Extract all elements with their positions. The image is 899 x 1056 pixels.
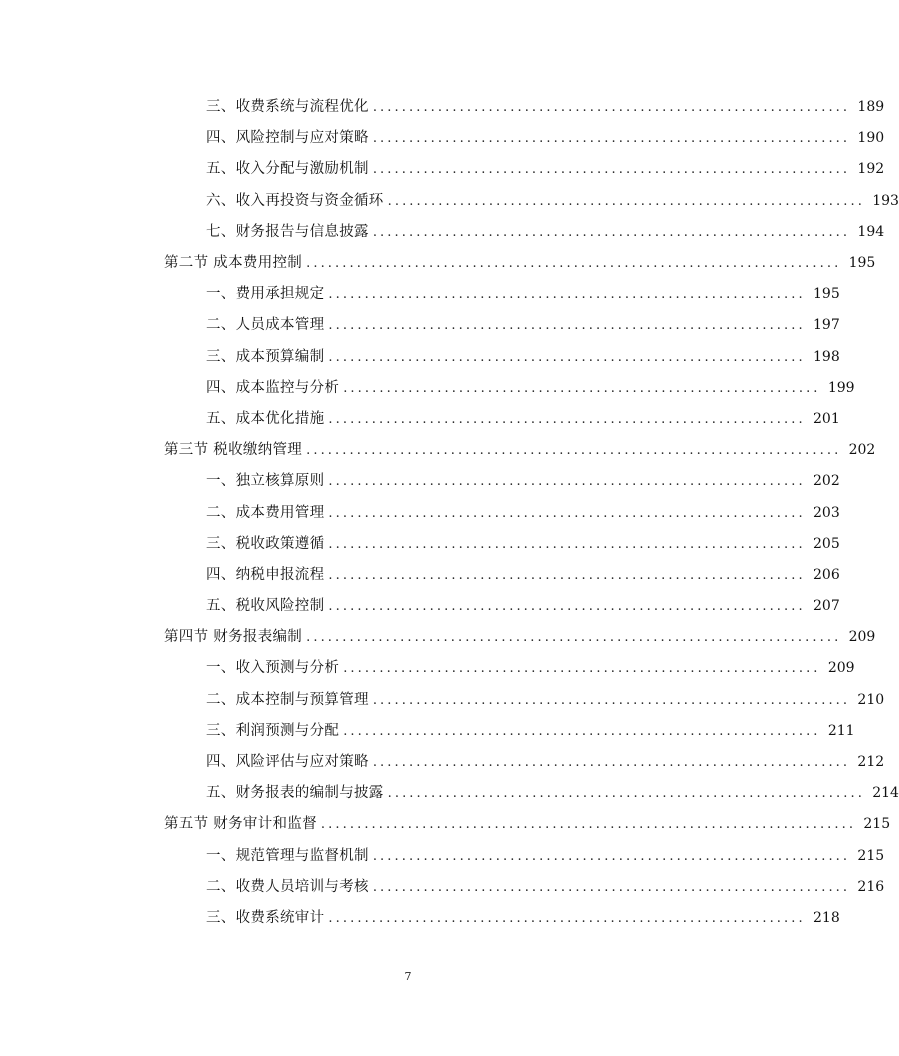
toc-entry-title: 三、税收政策遵循 (206, 535, 325, 552)
toc-entry-page: 218 (813, 909, 840, 926)
toc-entry-page: 215 (857, 847, 885, 864)
toc-entry-title: 七、财务报告与信息披露 (206, 223, 369, 240)
toc-entry-page: 209 (827, 660, 855, 677)
toc-entry-title: 五、税收风险控制 (206, 598, 325, 615)
toc-entry-page: 194 (857, 223, 885, 240)
toc-entry-title: 四、风险评估与应对策略 (206, 754, 369, 771)
dot-leader: .................................................................. (328, 910, 806, 926)
toc-entry-page: 209 (848, 629, 876, 646)
toc-entry-title: 一、规范管理与监督机制 (206, 847, 369, 864)
toc-entry-page: 211 (827, 722, 855, 739)
dot-leader: .......................................................................... (306, 256, 842, 272)
toc-entry[interactable] (0, 591, 840, 622)
dot-leader: .................................................................. (328, 536, 806, 552)
toc-entry-page: 201 (813, 410, 840, 427)
toc-entry-page: 199 (827, 379, 855, 396)
toc-entry[interactable] (0, 92, 885, 123)
dot-leader: .................................................................. (328, 349, 806, 365)
dot-leader: .......................................................................... (320, 817, 857, 833)
toc-section-entry[interactable] (0, 248, 876, 279)
toc-entry[interactable] (0, 903, 840, 934)
dot-leader: .................................................................. (372, 100, 851, 116)
toc-entry[interactable] (0, 529, 840, 560)
toc-entry-page: 202 (848, 442, 876, 459)
toc-entry[interactable] (0, 872, 885, 903)
footer-page-number: 7 (404, 970, 412, 983)
toc-entry-page: 210 (857, 691, 885, 708)
dot-leader: .................................................................. (328, 411, 806, 427)
toc-entry[interactable] (0, 716, 855, 747)
toc-section-entry[interactable] (0, 809, 891, 840)
toc-entry-page: 212 (857, 754, 885, 771)
toc-entry-title: 一、费用承担规定 (206, 286, 325, 303)
toc-entry-title: 五、成本优化措施 (206, 410, 325, 427)
toc-entry[interactable] (0, 841, 885, 872)
toc-entry-page: 189 (857, 99, 885, 116)
toc-entry-page: 215 (863, 816, 891, 833)
dot-leader: .................................................................. (343, 380, 821, 396)
toc-entry-title: 一、收入预测与分析 (206, 660, 340, 677)
toc-entry-title: 二、人员成本管理 (206, 317, 325, 334)
dot-leader: .................................................................. (372, 692, 851, 708)
toc-entry-page: 214 (872, 785, 899, 802)
toc-entry-title: 二、成本控制与预算管理 (206, 691, 369, 708)
toc-entry[interactable] (0, 310, 840, 341)
toc-entry[interactable] (0, 154, 885, 185)
toc-entry-title: 第三节 税收缴纳管理 (164, 442, 303, 459)
toc-entry-title: 三、成本预算编制 (206, 348, 325, 365)
toc-entry-page: 195 (848, 255, 876, 272)
toc-entry-title: 五、财务报表的编制与披露 (206, 785, 384, 802)
dot-leader: .................................................................. (328, 567, 806, 583)
toc-entry[interactable] (0, 186, 899, 217)
toc-entry-title: 五、收入分配与激励机制 (206, 161, 369, 178)
dot-leader: .................................................................. (372, 755, 851, 771)
toc-entry[interactable] (0, 466, 840, 497)
toc-entry-page: 216 (857, 878, 885, 895)
toc-entry-title: 一、独立核算原则 (206, 473, 325, 490)
toc-entry[interactable] (0, 279, 840, 310)
dot-leader: .................................................................. (328, 287, 806, 303)
dot-leader: .................................................................. (328, 318, 806, 334)
toc-entry-page: 203 (813, 504, 840, 521)
toc-entry[interactable] (0, 342, 840, 373)
toc-section-entry[interactable] (0, 622, 876, 653)
toc-entry-page: 202 (813, 473, 840, 490)
toc-entry-page: 195 (813, 286, 840, 303)
dot-leader: .......................................................................... (306, 443, 842, 459)
dot-leader: .................................................................. (328, 599, 806, 615)
toc-entry-title: 四、成本监控与分析 (206, 379, 340, 396)
toc-entry[interactable] (0, 653, 855, 684)
toc-entry[interactable] (0, 560, 840, 591)
toc-entry-title: 二、收费人员培训与考核 (206, 878, 369, 895)
toc-entry-page: 197 (813, 317, 840, 334)
dot-leader: .................................................................. (343, 661, 821, 677)
dot-leader: .................................................................. (372, 131, 851, 147)
toc-entry[interactable] (0, 778, 899, 809)
toc-entry-title: 四、纳税申报流程 (206, 566, 325, 583)
toc-entry-title: 三、收费系统审计 (206, 909, 325, 926)
toc-entry-page: 193 (872, 192, 899, 209)
dot-leader: .................................................................. (328, 505, 806, 521)
dot-leader: .................................................................. (328, 474, 806, 490)
toc-entry-page: 206 (813, 566, 840, 583)
toc-entry-title: 四、风险控制与应对策略 (206, 130, 369, 147)
table-of-contents (0, 92, 899, 934)
dot-leader: .................................................................. (372, 224, 851, 240)
dot-leader: .................................................................. (372, 162, 851, 178)
toc-section-entry[interactable] (0, 435, 876, 466)
toc-entry[interactable] (0, 497, 840, 528)
dot-leader: .................................................................. (372, 879, 851, 895)
toc-entry-title: 第四节 财务报表编制 (164, 629, 303, 646)
toc-entry[interactable] (0, 404, 840, 435)
toc-entry-page: 192 (857, 161, 885, 178)
toc-entry-title: 三、收费系统与流程优化 (206, 99, 369, 116)
toc-entry-page: 207 (813, 598, 840, 615)
toc-entry-title: 二、成本费用管理 (206, 504, 325, 521)
toc-entry[interactable] (0, 747, 885, 778)
toc-entry[interactable] (0, 685, 885, 716)
toc-entry[interactable] (0, 123, 885, 154)
dot-leader: .......................................................................... (306, 630, 842, 646)
dot-leader: .................................................................. (387, 193, 865, 209)
toc-entry-page: 190 (857, 130, 885, 147)
toc-entry[interactable] (0, 217, 885, 248)
toc-entry-page: 205 (813, 535, 840, 552)
toc-entry-title: 六、收入再投资与资金循环 (206, 192, 384, 209)
toc-entry-title: 第五节 财务审计和监督 (164, 816, 317, 833)
dot-leader: .................................................................. (387, 786, 865, 802)
toc-entry[interactable] (0, 373, 855, 404)
dot-leader: .................................................................. (372, 848, 851, 864)
toc-entry-title: 第二节 成本费用控制 (164, 255, 303, 272)
toc-entry-page: 198 (813, 348, 840, 365)
dot-leader: .................................................................. (343, 723, 821, 739)
toc-entry-title: 三、利润预测与分配 (206, 722, 340, 739)
